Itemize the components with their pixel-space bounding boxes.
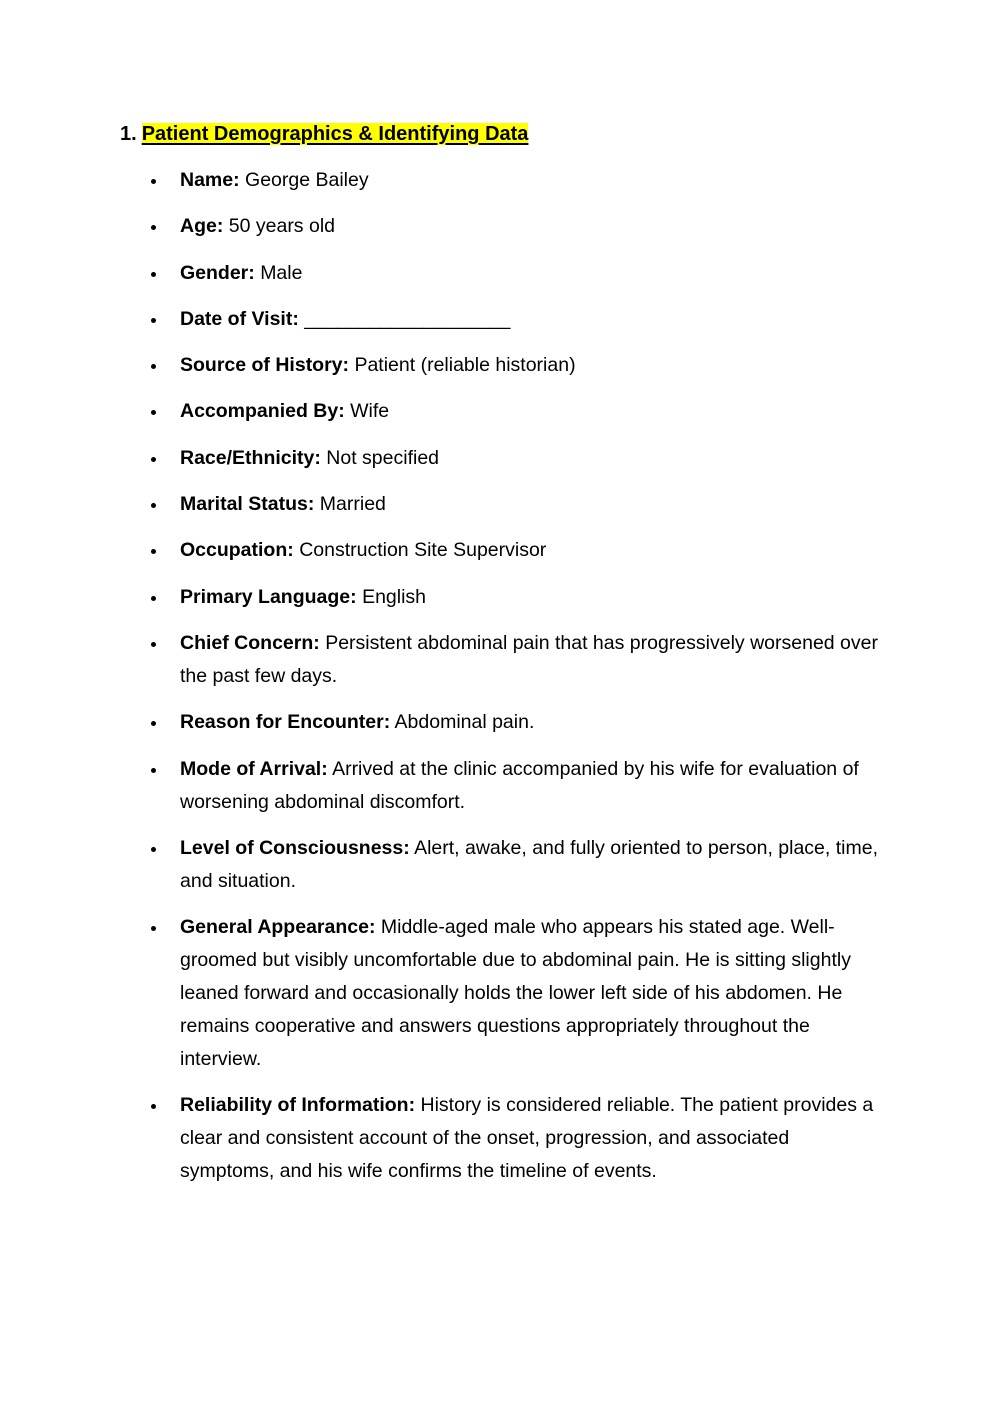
item-label: Name:	[180, 169, 240, 191]
item-value: Middle-aged male who appears his stated age. Well-groomed but visibly uncomfortable due to abdominal pain. He is sitting slightly leaned forward and occasionally holds the lower left side of his abdomen. He remains cooperative and answers questions appropriately throughout the interview.	[180, 916, 851, 1071]
list-item-primary-language	[180, 581, 880, 614]
list-item-occupation	[180, 534, 880, 567]
item-value: Arrived at the clinic accompanied by his wife for evaluation of worsening abdominal discomfort.	[180, 757, 859, 813]
list-item-gender	[180, 257, 880, 290]
section-number: 1.	[120, 123, 137, 145]
item-value: Male	[260, 261, 303, 284]
item-label: Source of History:	[180, 354, 350, 377]
item-label: Primary Language:	[180, 585, 357, 608]
item-value: English	[362, 585, 427, 608]
item-value: Wife	[350, 400, 390, 423]
item-label: Date of Visit:	[180, 307, 299, 330]
item-value: Patient (reliable historian)	[354, 354, 576, 377]
list-item-reason-for-encounter	[180, 706, 880, 739]
item-label: Accompanied By:	[180, 400, 345, 423]
list-item-level-of-consciousness	[180, 832, 880, 898]
item-label: Reliability of Information:	[180, 1094, 416, 1117]
item-label: Level of Consciousness:	[180, 836, 410, 859]
date-of-visit-blank: ___________________	[304, 307, 511, 330]
item-label: Mode of Arrival:	[180, 757, 328, 780]
section-title: Patient Demographics & Identifying Data	[141, 123, 529, 145]
item-value: Construction Site Supervisor	[299, 539, 547, 562]
list-item-marital-status	[180, 488, 880, 521]
item-label: General Appearance:	[180, 916, 376, 939]
list-item-general-appearance	[180, 911, 880, 1076]
item-label: Marital Status:	[180, 493, 315, 516]
item-label: Age:	[180, 215, 224, 238]
list-item-age	[180, 210, 880, 243]
list-item-source-of-history	[180, 349, 880, 382]
item-value: Abdominal pain.	[394, 711, 535, 734]
list-item-reliability-of-information	[180, 1089, 880, 1188]
list-item-name	[180, 164, 880, 197]
item-label: Chief Concern:	[180, 631, 320, 654]
item-label: Race/Ethnicity:	[180, 446, 321, 469]
item-label: Gender:	[180, 261, 255, 284]
list-item-mode-of-arrival	[180, 753, 880, 819]
list-item-accompanied-by	[180, 395, 880, 428]
item-value: 50 years old	[228, 215, 335, 238]
demographics-list	[180, 164, 880, 1202]
item-value: George Bailey	[245, 169, 369, 191]
item-value: Not specified	[326, 446, 440, 469]
list-item-race-ethnicity	[180, 442, 880, 475]
item-value: Married	[319, 493, 386, 516]
section-heading	[120, 120, 528, 148]
item-value: History is considered reliable. The patient provides a clear and consistent account of the onset, progression, and associated symptoms, and his wife confirms the timeline of events.	[180, 1094, 874, 1183]
list-item-date-of-visit	[180, 303, 880, 336]
item-value: Alert, awake, and fully oriented to person, place, time, and situation.	[180, 836, 878, 892]
item-label: Occupation:	[180, 539, 294, 562]
list-item-chief-concern	[180, 627, 880, 693]
item-value: Persistent abdominal pain that has progressively worsened over the past few days.	[180, 631, 878, 687]
item-label: Reason for Encounter:	[180, 711, 391, 734]
